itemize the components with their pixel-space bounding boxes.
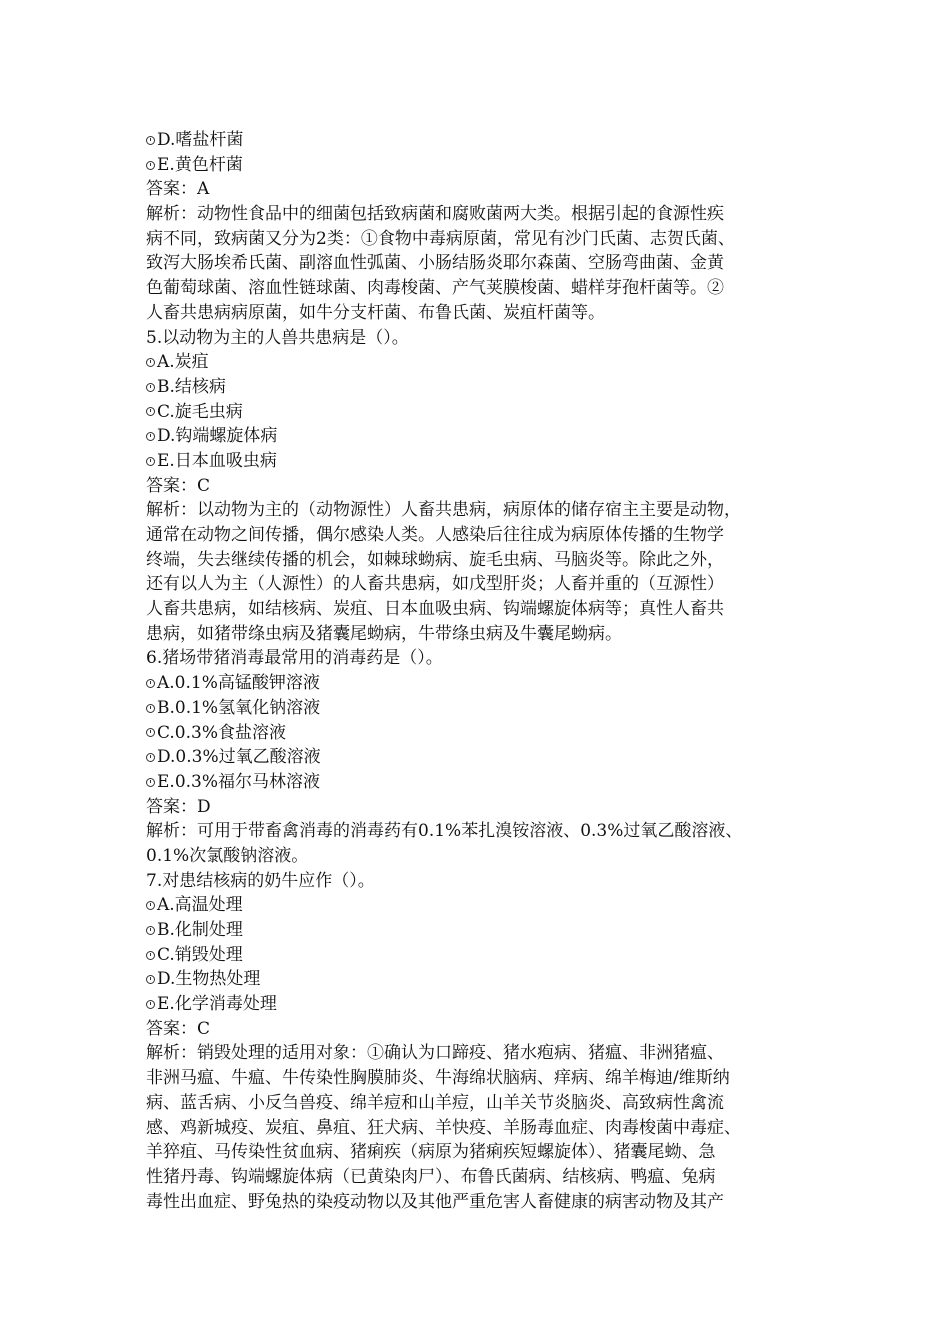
analysis-7-line: 感、鸡新城疫、炭疽、鼻疽、狂犬病、羊快疫、羊肠毒血症、肉毒梭菌中毒症、 [146,1117,741,1138]
option-6a[interactable]: A.0.1%高锰酸钾溶液 [146,671,836,696]
radio-icon [146,679,155,688]
radio-icon [146,753,155,762]
document-page [146,128,836,1214]
question-6: 6.猪场带猪消毒最常用的消毒药是（）。 [146,648,443,669]
analysis-7-line: 性猪丹毒、钩端螺旋体病（已黄染肉尸）、布鲁氏菌病、结核病、鸭瘟、兔病 [146,1166,716,1187]
analysis-5-line: 通常在动物之间传播，偶尔感染人类。人感染后往往成为病原体传播的生物学 [146,525,724,545]
analysis-4-line: 致泻大肠埃希氏菌、副溶血性弧菌、小肠结肠炎耶尔森菌、空肠弯曲菌、金黄 [146,253,724,274]
question-5: 5.以动物为主的人兽共患病是（）。 [146,327,409,348]
option-6e[interactable]: E.0.3%福尔马林溶液 [146,770,836,795]
question-7: 7.对患结核病的奶牛应作（）。 [146,870,375,891]
answer-4: 答案：A [146,179,210,200]
option-4e[interactable]: E.黄色杆菌 [146,153,836,178]
option-5d[interactable]: D.钩端螺旋体病 [146,424,836,449]
radio-icon [146,951,155,960]
analysis-5-line: 人畜共患病，如结核病、炭疽、日本血吸虫病、钩端螺旋体病等；真性人畜共 [146,599,724,620]
option-6b[interactable]: B.0.1%氢氧化钠溶液 [146,696,836,721]
answer-5: 答案：C [146,475,211,496]
analysis-4-line: 色葡萄球菌、溶血性链球菌、肉毒梭菌、产气荚膜梭菌、蜡样芽孢杆菌等。② [146,278,724,299]
analysis-7-line: 羊猝疽、马传染性贫血病、猪痢疾（病原为猪痢疾短螺旋体）、猪囊尾蚴、急 [146,1142,716,1163]
analysis-7-line: 解析：销毁处理的适用对象：①确认为口蹄疫、猪水疱病、猪瘟、非洲猪瘟、 [146,1043,724,1064]
radio-icon [146,1000,155,1009]
analysis-5-line: 终端，失去继续传播的机会，如棘球蚴病、旋毛虫病、马脑炎等。除此之外， [146,549,724,570]
analysis-5-line: 解析：以动物为主的（动物源性）人畜共患病，病原体的储存宿主主要是动物， [146,500,741,521]
radio-icon [146,457,155,466]
radio-icon [146,901,155,910]
option-5b[interactable]: B.结核病 [146,375,836,400]
option-6d[interactable]: D.0.3%过氧乙酸溶液 [146,745,836,770]
option-5c[interactable]: C.旋毛虫病 [146,400,836,425]
radio-icon [146,407,155,416]
radio-icon [146,704,155,713]
analysis-7-line: 非洲马瘟、牛瘟、牛传染性胸膜肺炎、牛海绵状脑病、痒病、绵羊梅迪/维斯纳 [146,1068,730,1089]
answer-6: 答案：D [146,796,211,817]
radio-icon [146,383,155,392]
option-7e[interactable]: E.化学消毒处理 [146,992,836,1017]
analysis-4-line: 病不同，致病菌又分为2类：①食物中毒病原菌，常见有沙门氏菌、志贺氏菌、 [146,228,735,249]
analysis-6-line: 解析：可用于带畜禽消毒的消毒药有0.1%苯扎溴铵溶液、0.3%过氧乙酸溶液、 [146,821,743,842]
option-5a[interactable]: A.炭疽 [146,350,836,375]
option-5e[interactable]: E.日本血吸虫病 [146,449,836,474]
analysis-5-line: 还有以人为主（人源性）的人畜共患病，如戊型肝炎；人畜并重的（互源性） [146,574,724,595]
option-7c[interactable]: C.销毁处理 [146,943,836,968]
option-7a[interactable]: A.高温处理 [146,893,836,918]
analysis-6-line: 0.1%次氯酸钠溶液。 [146,845,309,866]
radio-icon [146,778,155,787]
option-6c[interactable]: C.0.3%食盐溶液 [146,721,836,746]
analysis-4-line: 人畜共患病病原菌，如牛分支杆菌、布鲁氏菌、炭疽杆菌等。 [146,302,605,323]
radio-icon [146,161,155,170]
analysis-7-line: 毒性出血症、野兔热的染疫动物以及其他严重危害人畜健康的病害动物及其产 [146,1191,724,1212]
analysis-5-line: 患病，如猪带绦虫病及猪囊尾蚴病，牛带绦虫病及牛囊尾蚴病。 [146,623,622,644]
radio-icon [146,975,155,984]
radio-icon [146,136,155,145]
option-4d[interactable]: D.嗜盐杆菌 [146,128,836,153]
radio-icon [146,358,155,367]
radio-icon [146,926,155,935]
answer-7: 答案：C [146,1018,211,1039]
analysis-7-line: 病、蓝舌病、小反刍兽疫、绵羊痘和山羊痘，山羊关节炎脑炎、高致病性禽流 [146,1092,724,1113]
analysis-4-line: 解析：动物性食品中的细菌包括致病菌和腐败菌两大类。根据引起的食源性疾 [146,204,724,225]
option-7b[interactable]: B.化制处理 [146,918,836,943]
radio-icon [146,432,155,441]
option-7d[interactable]: D.生物热处理 [146,967,836,992]
radio-icon [146,728,155,737]
